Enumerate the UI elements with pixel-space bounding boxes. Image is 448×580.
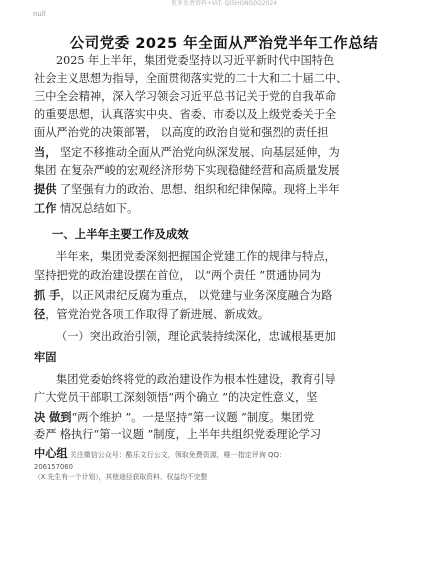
para3-bold-jueduodao: 决 做到: [34, 410, 72, 424]
intro-line-9: [34, 199, 420, 219]
para2-line-3-text: ，以正风肃纪反腐为重点， 以党建与业务深度融合为路: [60, 289, 333, 302]
intro-line-6: [34, 143, 420, 163]
intro-line-7: 集团 在复杂严峻的宏观经济形势下实现稳健经营和高质量发展: [34, 164, 340, 177]
promo-watermark-text: 关注微信公众号：酷乐文行公文，领取免费资源，唯一指定评询 QQ：: [67, 451, 287, 459]
para2-line-3: [34, 286, 420, 306]
para2-line-4-text: ，管党治党各项工作取得了新进展、新成效。: [45, 308, 269, 321]
intro-line-4: 的重要思想，认真落实中央、省委、市委以及上级党委关于全: [34, 108, 337, 121]
para2-line-1: 半年来，集团党委深刻把握国企党建工作的规律与特点，: [56, 250, 336, 263]
para3-bold-zhongxinzu: 中心组: [34, 446, 68, 460]
subheading-1-line-2: [34, 348, 420, 368]
intro-bold-tigong: 提供: [34, 182, 57, 196]
para3-line-2: 广大党员干部职工深刻领悟“两个确立 ”的决定性意义，坚: [34, 391, 318, 404]
intro-bold-gongzuo: 工作: [34, 201, 57, 215]
para3-line-4: 委严 格执行“第一议题 ”制度，上半年共组织党委理论学习: [34, 428, 322, 441]
intro-bold-dang: 当，: [34, 145, 57, 159]
top-watermark: 更多免费资料+VIT: QISHGNG0Q2024: [170, 0, 278, 7]
footer-qq: 206157060: [34, 463, 73, 471]
para3-line-5: [34, 444, 420, 465]
intro-line-1: 2025 年上半年，集团党委坚持以习近平新时代中国特色: [56, 54, 335, 67]
para2-bold-jing: 径: [34, 307, 46, 321]
document-title: 公司党委 2025 年全面从严治党半年工作总结: [69, 36, 379, 52]
footer-note: （X 先生有一个计划），其他途径获取资料、权益均不完整: [34, 473, 208, 481]
para2-line-2: 坚持把党的政治建设摆在首位， 以“两个责任 ”贯通协同为: [34, 269, 322, 282]
subheading-1-bold: 牢固: [34, 350, 57, 364]
section-heading-1: 一、上半年主要工作及成效: [52, 227, 189, 241]
para3-line-3-text: “两个维护 ”。一是坚持“第一议题 ”制度。集团党: [71, 411, 315, 424]
para3-line-3: [34, 408, 420, 428]
intro-line-3: 三中全会精神，深入学习领会习近平总书记关于党的自我革命: [34, 90, 337, 103]
intro-line-5: 面从严治党的决策部署， 以高度的政治自觉和强烈的责任担: [34, 126, 329, 139]
intro-line-2: 社会主义思想为指导，全面贯彻落实党的二十大和二十届二中、: [34, 72, 348, 85]
subheading-1-line-1: （一）突出政治引领，理论武装持续深化，忠诚根基更加: [56, 330, 336, 343]
intro-line-8: [34, 180, 420, 200]
intro-line-9-text: 情况总结如下。: [56, 202, 139, 215]
null-label: null: [33, 10, 46, 18]
para2-line-4: [34, 305, 420, 325]
intro-line-8-text: 了坚强有力的政治、思想、组织和纪律保障。现将上半年: [56, 183, 340, 196]
para3-line-1: 集团党委始终将党的政治建设作为根本性建设，教育引导: [56, 373, 336, 386]
para2-bold-zhuashou: 抓 手: [34, 288, 61, 302]
intro-line-6-text: 坚定不移推动全面从严治党向纵深发展、向基层延伸，为: [56, 146, 340, 159]
